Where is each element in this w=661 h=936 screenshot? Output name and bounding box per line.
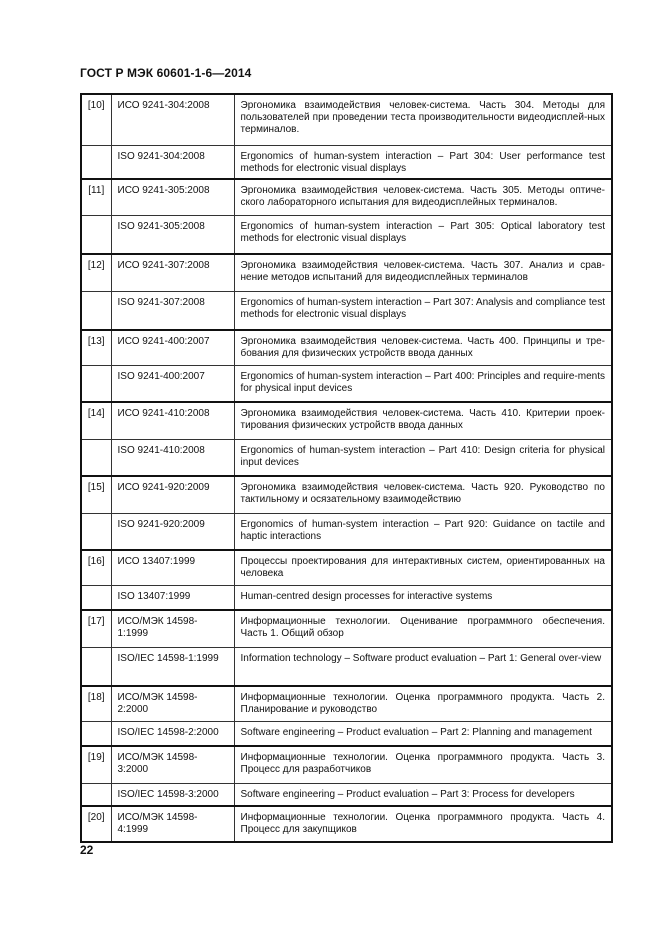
standard-title: Эргономика взаимодействия человек-система. Часть 307. Анализ и срав-нение методов испытаний для видеодисплейных терминалов <box>234 254 612 292</box>
standard-title: Human-centred design processes for interactive systems <box>234 586 612 610</box>
reference-number: [16] <box>81 550 111 586</box>
reference-number <box>81 216 111 254</box>
standard-code: ИСО 9241-304:2008 <box>111 94 234 145</box>
reference-number <box>81 366 111 402</box>
document-header: ГОСТ Р МЭК 60601-1-6—2014 <box>80 66 252 80</box>
standard-code: ISO 9241-410:2008 <box>111 440 234 476</box>
standard-title: Software engineering – Product evaluation – Part 2: Planning and management <box>234 722 612 746</box>
table-row <box>81 686 612 722</box>
standard-code: ИСО 13407:1999 <box>111 550 234 586</box>
standard-title: Information technology – Software product evaluation – Part 1: General over-view <box>234 648 612 686</box>
reference-number: [20] <box>81 806 111 842</box>
reference-number: [14] <box>81 402 111 440</box>
standard-code: ИСО/МЭК 14598-3:2000 <box>111 746 234 784</box>
reference-number: [15] <box>81 476 111 514</box>
table-row <box>81 746 612 784</box>
table-row <box>81 292 612 330</box>
standard-code: ИСО 9241-307:2008 <box>111 254 234 292</box>
reference-number <box>81 648 111 686</box>
table-row <box>81 514 612 550</box>
table-row <box>81 94 612 145</box>
standard-title: Software engineering – Product evaluation – Part 3: Process for developers <box>234 784 612 806</box>
standard-title: Ergonomics of human-system interaction – Part 305: Optical laboratory test methods for electronic visual displays <box>234 216 612 254</box>
reference-number <box>81 440 111 476</box>
standard-title: Эргономика взаимодействия человек-система. Часть 920. Руководство по тактильному и осязательному взаимодействию <box>234 476 612 514</box>
page-number: 22 <box>80 843 94 857</box>
standard-code: ИСО/МЭК 14598-4:1999 <box>111 806 234 842</box>
reference-number: [19] <box>81 746 111 784</box>
table-row <box>81 145 612 179</box>
standard-code: ISO/IEC 14598-2:2000 <box>111 722 234 746</box>
standard-title: Процессы проектирования для интерактивных систем, ориентированных на человека <box>234 550 612 586</box>
reference-number <box>81 292 111 330</box>
standard-code: ИСО 9241-305:2008 <box>111 179 234 216</box>
standard-title: Информационные технологии. Оценка программного продукта. Часть 4. Процесс для закупщиков <box>234 806 612 842</box>
standard-title: Ergonomics of human-system interaction – Part 307: Analysis and compliance test methods for electronic visual displays <box>234 292 612 330</box>
standard-title: Эргономика взаимодействия человек-система. Часть 410. Критерии проек-тирования физических устройств ввода данных <box>234 402 612 440</box>
standard-title: Эргономика взаимодействия человек-система. Часть 304. Методы для пользователей при проведении теста производительности видеодисплей-ных терминалов. <box>234 94 612 145</box>
standard-title: Эргономика взаимодействия человек-система. Часть 400. Принципы и тре-бования для физических устройств ввода данных <box>234 330 612 366</box>
reference-number <box>81 784 111 806</box>
table-row <box>81 254 612 292</box>
reference-number <box>81 145 111 179</box>
table-row <box>81 806 612 842</box>
reference-number <box>81 586 111 610</box>
standard-title: Информационные технологии. Оценка программного продукта. Часть 2. Планирование и руководство <box>234 686 612 722</box>
standard-title: Ergonomics of human-system interaction – Part 304: User performance test methods for electronic visual displays <box>234 145 612 179</box>
table-row <box>81 648 612 686</box>
standard-code: ISO/IEC 14598-3:2000 <box>111 784 234 806</box>
table-row <box>81 330 612 366</box>
reference-number <box>81 722 111 746</box>
standard-code: ИСО 9241-400:2007 <box>111 330 234 366</box>
table-row <box>81 784 612 806</box>
standard-title: Информационные технологии. Оценивание программного обеспечения. Часть 1. Общий обзор <box>234 610 612 648</box>
reference-number: [18] <box>81 686 111 722</box>
reference-number: [12] <box>81 254 111 292</box>
standard-title: Ergonomics of human-system interaction – Part 410: Design criteria for physical input devices <box>234 440 612 476</box>
standard-code: ИСО 9241-410:2008 <box>111 402 234 440</box>
table-row <box>81 476 612 514</box>
standard-code: ИСО 9241-920:2009 <box>111 476 234 514</box>
table-row <box>81 440 612 476</box>
standard-code: ISO/IEC 14598-1:1999 <box>111 648 234 686</box>
reference-number: [17] <box>81 610 111 648</box>
reference-number: [13] <box>81 330 111 366</box>
standard-title: Ergonomics of human-system interaction – Part 920: Guidance on tactile and haptic interactions <box>234 514 612 550</box>
standard-code: ISO 9241-920:2009 <box>111 514 234 550</box>
standard-code: ИСО/МЭК 14598-1:1999 <box>111 610 234 648</box>
standard-code: ISO 13407:1999 <box>111 586 234 610</box>
table-row <box>81 550 612 586</box>
standard-code: ISO 9241-400:2007 <box>111 366 234 402</box>
standard-title: Ergonomics of human-system interaction – Part 400: Principles and require-ments for physical input devices <box>234 366 612 402</box>
standard-code: ISO 9241-307:2008 <box>111 292 234 330</box>
standard-code: ИСО/МЭК 14598-2:2000 <box>111 686 234 722</box>
table-row <box>81 402 612 440</box>
standard-code: ISO 9241-304:2008 <box>111 145 234 179</box>
standard-code: ISO 9241-305:2008 <box>111 216 234 254</box>
references-table <box>80 93 613 843</box>
standard-title: Эргономика взаимодействия человек-система. Часть 305. Методы оптиче-ского лабораторного испытания для видеодисплейных терминалов. <box>234 179 612 216</box>
reference-number: [11] <box>81 179 111 216</box>
table-row <box>81 610 612 648</box>
table-row <box>81 216 612 254</box>
table-row <box>81 722 612 746</box>
reference-number <box>81 514 111 550</box>
table-row <box>81 586 612 610</box>
table-row <box>81 179 612 216</box>
reference-number: [10] <box>81 94 111 145</box>
table-row <box>81 366 612 402</box>
standard-title: Информационные технологии. Оценка программного продукта. Часть 3. Процесс для разработчиков <box>234 746 612 784</box>
